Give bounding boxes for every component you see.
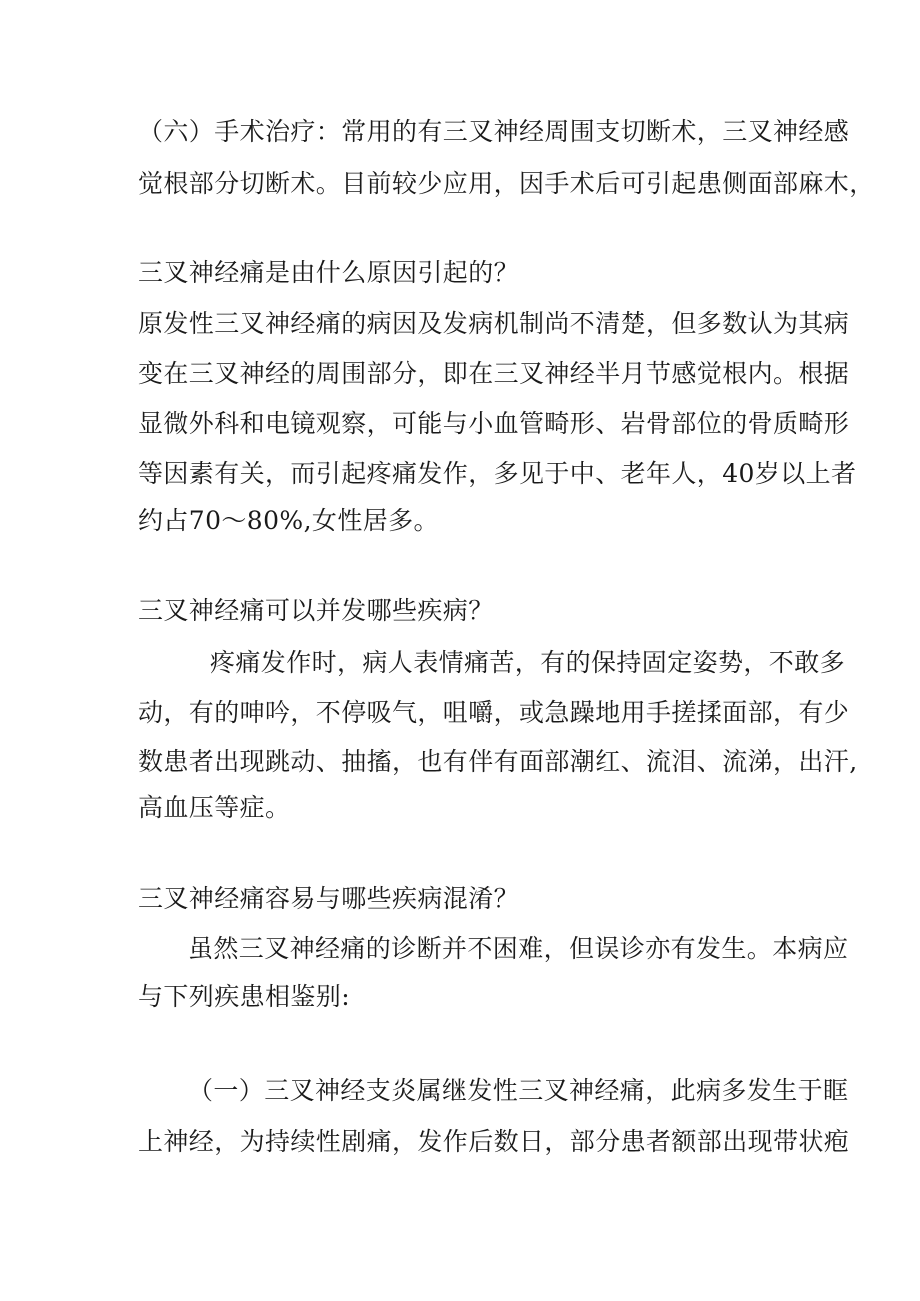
section-heading: 三叉神经痛是由什么原因引起的？ xyxy=(138,258,520,287)
paragraph-line: 约占70～80%,女性居多。 xyxy=(138,506,439,535)
paragraph-line: 显微外科和电镜观察，可能与小血管畸形、岩骨部位的骨质畸形 xyxy=(138,409,850,438)
paragraph-line: （六）手术治疗：常用的有三叉神经周围支切断术，三叉神经感 xyxy=(138,117,850,146)
paragraph-line: 上神经，为持续性剧痛，发作后数日，部分患者额部出现带状疱 xyxy=(138,1127,850,1156)
section-heading: 三叉神经痛容易与哪些疾病混淆？ xyxy=(138,884,520,913)
paragraph-line: 高血压等症。 xyxy=(138,793,291,822)
paragraph-line: （一）三叉神经支炎属继发性三叉神经痛，此病多发生于眶 xyxy=(188,1076,849,1105)
paragraph-line: 数患者出现跳动、抽搐，也有伴有面部潮红、流泪、流涕，出汗, xyxy=(138,747,858,776)
paragraph-line: 等因素有关，而引起疼痛发作，多见于中、老年人，40岁以上者 xyxy=(138,459,857,488)
paragraph-line: 觉根部分切断术。目前较少应用，因手术后可引起患侧面部麻木， xyxy=(138,169,875,198)
paragraph-line: 疼痛发作时，病人表情痛苦，有的保持固定姿势，不敢多 xyxy=(210,648,846,677)
section-heading: 三叉神经痛可以并发哪些疾病？ xyxy=(138,596,494,625)
paragraph-line: 虽然三叉神经痛的诊断并不困难，但误诊亦有发生。本病应 xyxy=(188,934,849,963)
paragraph-line: 变在三叉神经的周围部分，即在三叉神经半月节感觉根内。根据 xyxy=(138,359,850,388)
paragraph-line: 原发性三叉神经痛的病因及发病机制尚不清楚，但多数认为其病 xyxy=(138,309,850,338)
paragraph-line: 动，有的呻吟，不停吸气，咀嚼，或急躁地用手搓揉面部，有少 xyxy=(138,698,850,727)
paragraph-line: 与下列疾患相鉴别: xyxy=(138,982,351,1011)
